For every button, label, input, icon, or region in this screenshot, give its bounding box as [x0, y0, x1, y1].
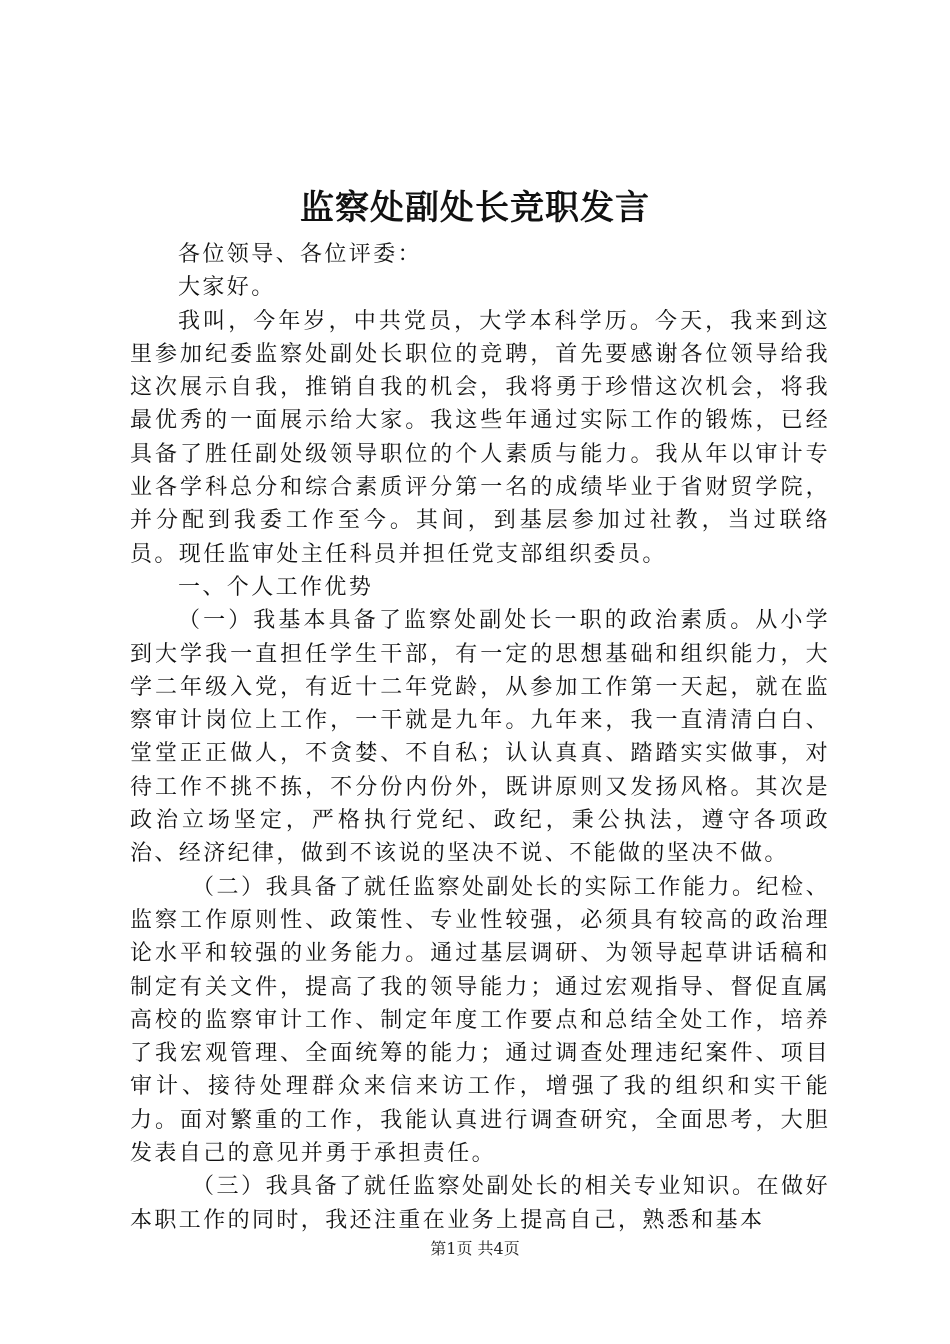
point-one-paragraph: （一）我基本具备了监察处副处长一职的政治素质。从小学到大学我一直担任学生干部，有一定的思想基础和组织能力，大学二年级入党，有近十二年党龄，从参加工作第一天起，就在监察审计岗位上工作，一干就是九年。九年来，我一直清清白白、堂堂正正做人，不贪婪、不自私；认认真真、踏踏实实做事，对待工作不挑不拣，不分份内份外，既讲原则又发扬风格。其次是政治立场坚定，严格执行党纪、政纪，秉公执法，遵守各项政治、经济纪律，做到不该说的坚决不说、不能做的坚决不做。 — [130, 608, 830, 867]
point-two-paragraph: （二）我具备了就任监察处副处长的实际工作能力。纪检、监察工作原则性、政策性、专业性较强，必须具有较高的政治理论水平和较强的业务能力。通过基层调研、为领导起草讲话稿和制定有关文件，提高了我的领导能力；通过宏观指导、督促直属高校的监察审计工作、制定年度工作要点和总结全处工作，培养了我宏观管理、全面统筹的能力；通过调查处理违纪案件、项目审计、接待处理群众来信来访工作，增强了我的组织和实干能力。面对繁重的工作，我能认真进行调查研究，全面思考，大胆发表自己的意见并勇于承担责任。 — [130, 874, 830, 1167]
document-body — [130, 238, 830, 1237]
page-number: 第1页 共4页 — [430, 1239, 520, 1258]
intro-paragraph: 我叫，今年岁，中共党员，大学本科学历。今天，我来到这里参加纪委监察处副处长职位的竞聘，首先要感谢各位领导给我这次展示自我，推销自我的机会，我将勇于珍惜这次机会，将我最优秀的一面展示给大家。我这些年通过实际工作的锻炼，已经具备了胜任副处级领导职位的个人素质与能力。我从年以审计专业各学科总分和综合素质评分第一名的成绩毕业于省财贸学院，并分配到我委工作至今。其间，到基层参加过社教，当过联络员。现任监审处主任科员并担任党支部组织委员。 — [130, 308, 830, 567]
salutation: 各位领导、各位评委： — [178, 242, 423, 267]
point-three-paragraph: （三）我具备了就任监察处副处长的相关专业知识。在做好本职工作的同时，我还注重在业务上提高自己，熟悉和基本 — [130, 1174, 830, 1233]
document-title: 监察处副处长竞职发言 — [300, 188, 650, 228]
section-heading: 一、个人工作优势 — [178, 574, 374, 600]
greeting: 大家好。 — [178, 275, 276, 301]
